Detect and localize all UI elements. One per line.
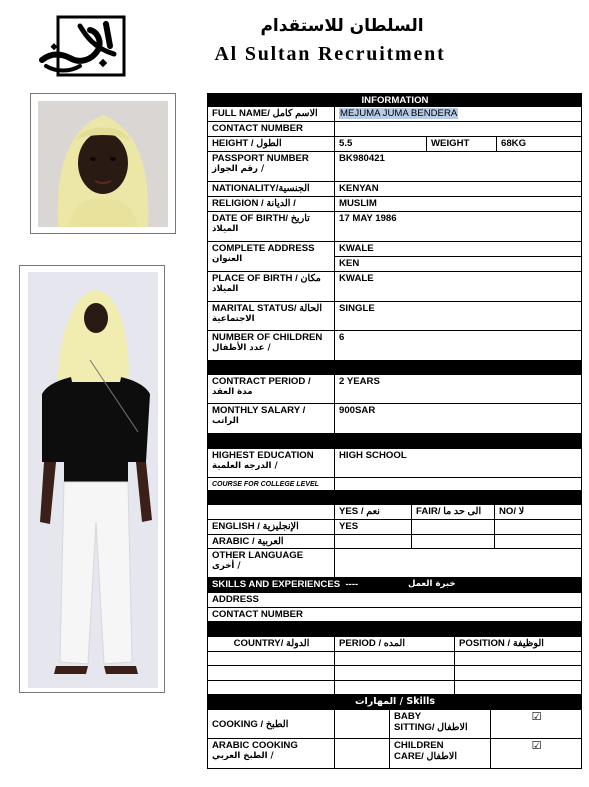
arabic-cooking-label: ARABIC COOKING (212, 740, 298, 751)
position-header: POSITION / الوظيفة (459, 638, 544, 649)
english-yes-value: YES (339, 521, 359, 532)
experience-contact-label: CONTACT NUMBER (212, 609, 303, 620)
baby-sitting-label-line-1: BABY (394, 711, 422, 722)
row-english (208, 520, 581, 535)
row-arabic (208, 535, 581, 549)
children-value: 6 (339, 332, 345, 343)
section-information-header (208, 94, 581, 107)
weight-value: 68KG (501, 138, 527, 149)
baby-sitting-checkbox[interactable]: ☑ (531, 710, 542, 723)
language-fair-header: FAIR/ الى حد ما (416, 506, 482, 517)
information-form (207, 93, 582, 769)
children-care-checkbox[interactable]: ☑ (531, 739, 542, 752)
row-skills-2 (208, 739, 581, 769)
row-number-of-children (208, 331, 581, 361)
contact-number-value (335, 122, 581, 136)
al-sultan-logo-icon (36, 14, 128, 80)
row-passport (208, 152, 581, 182)
face-photo (38, 101, 168, 227)
language-no-header: NO/ لا (499, 506, 525, 517)
dob-label-ar: الميلاد (212, 224, 239, 234)
contract-label-ar: مدة العقد (212, 387, 253, 397)
row-religion (208, 197, 581, 212)
section-divider-3 (208, 491, 581, 505)
passport-label: PASSPORT NUMBER (212, 153, 309, 164)
full-name-label: FULL NAME/ الاسم كامل (212, 108, 318, 119)
address-label: COMPLETE ADDRESS (212, 243, 315, 254)
skills-experiences-label-ar: خبرة العمل (408, 579, 456, 589)
pob-value: KWALE (339, 273, 374, 284)
contract-value: 2 YEARS (339, 376, 380, 387)
row-complete-address (208, 242, 581, 272)
full-name-value: MEJUMA JUMA BENDERA (340, 108, 458, 119)
row-highest-education (208, 449, 581, 478)
full-body-photo-frame (19, 265, 165, 693)
other-language-label: OTHER LANGUAGE (212, 550, 304, 561)
experience-row-1 (208, 652, 581, 666)
section-skills-experiences-header (208, 578, 581, 593)
marital-value: SINGLE (339, 303, 375, 314)
row-experience-contact (208, 608, 581, 622)
passport-label-ar: رقم الجواز / (212, 164, 265, 174)
brand-name-english: Al Sultan Recruitment (214, 43, 446, 65)
language-yes-header: YES / نعم (339, 506, 380, 517)
contact-number-label: CONTACT NUMBER (212, 123, 303, 134)
row-contract-period (208, 375, 581, 404)
section-divider-1 (208, 361, 581, 375)
row-height-weight (208, 137, 581, 152)
row-other-language (208, 549, 581, 578)
row-college-course (208, 478, 581, 491)
dob-label: DATE OF BIRTH/ تاريخ (212, 213, 310, 224)
salary-value: 900SAR (339, 405, 376, 416)
experience-address-label: ADDRESS (212, 594, 259, 605)
row-place-of-birth (208, 272, 581, 302)
section-divider-2 (208, 434, 581, 449)
brand-name-arabic: السلطان للاستقدام (260, 16, 424, 36)
salary-label: MONTHLY SALARY / (212, 405, 306, 416)
address-label-ar: العنوان (212, 254, 243, 264)
experience-row-2 (208, 666, 581, 681)
nationality-value: KENYAN (339, 183, 379, 194)
period-header: PERIOD / المده (339, 638, 405, 649)
address-value-line-1: KWALE (339, 243, 374, 254)
section-divider-4 (208, 622, 581, 637)
marital-label-ar: الاجتماعية (212, 314, 255, 324)
weight-label: WEIGHT (431, 138, 470, 149)
row-date-of-birth (208, 212, 581, 242)
education-label: HIGHEST EDUCATION (212, 450, 314, 461)
baby-sitting-label-line-2: SITTING/ الاطفال (394, 722, 468, 733)
children-label-ar: عدد الأطفال / (212, 343, 271, 353)
skills-title: المهارات / Skills (355, 696, 435, 707)
salary-label-ar: الراتب (212, 416, 239, 426)
row-nationality (208, 182, 581, 197)
section-skills-header (208, 695, 581, 710)
college-course-label: COURSE FOR COLLEGE LEVEL (212, 481, 319, 488)
face-photo-frame (30, 93, 176, 234)
height-value: 5.5 (339, 138, 353, 149)
row-monthly-salary (208, 404, 581, 434)
children-care-label-line-1: CHILDREN (394, 740, 444, 751)
other-language-label-ar: أخرى / (212, 561, 241, 571)
children-label: NUMBER OF CHILDREN (212, 332, 323, 343)
cooking-label: COOKING / الطبخ (212, 719, 289, 730)
row-experience-header (208, 637, 581, 652)
row-experience-address (208, 593, 581, 608)
country-header: COUNTRY/ الدولة (233, 638, 310, 649)
religion-label: RELIGION / الديانة / (212, 198, 296, 209)
row-skills-1 (208, 710, 581, 739)
passport-value: BK980421 (339, 153, 385, 164)
section-information-title: INFORMATION (361, 95, 429, 106)
marital-label: MARITAL STATUS/ الحالة (212, 303, 323, 314)
row-contact-number (208, 122, 581, 137)
nationality-label: NATIONALITY/الجنسية (212, 183, 310, 194)
children-care-label-line-2: CARE/ الاطفال (394, 751, 458, 762)
skills-experiences-label: SKILLS AND EXPERIENCES (212, 579, 341, 590)
religion-value: MUSLIM (339, 198, 377, 209)
row-marital-status (208, 302, 581, 331)
skills-experiences-dash: ---- (345, 579, 359, 590)
english-label: ENGLISH / الإنجليزية (212, 521, 299, 532)
experience-row-3 (208, 681, 581, 695)
contract-label: CONTRACT PERIOD / (212, 376, 311, 387)
address-value-line-2: KEN (339, 258, 360, 269)
row-full-name (208, 107, 581, 122)
skills-experiences-title (208, 578, 408, 592)
row-language-header (208, 505, 581, 520)
full-body-photo (28, 272, 158, 688)
height-label: HEIGHT / الطول (212, 138, 282, 149)
pob-label: PLACE OF BIRTH / مكان (212, 273, 321, 284)
arabic-cooking-label-ar: الطبخ العربي / (212, 751, 274, 761)
dob-value: 17 MAY 1986 (339, 213, 397, 224)
pob-label-ar: الميلاد (212, 284, 239, 294)
education-value: HIGH SCHOOL (339, 450, 407, 461)
arabic-label: ARABIC / العربية (212, 536, 284, 547)
education-label-ar: الدرجه العلمية / (212, 461, 278, 471)
